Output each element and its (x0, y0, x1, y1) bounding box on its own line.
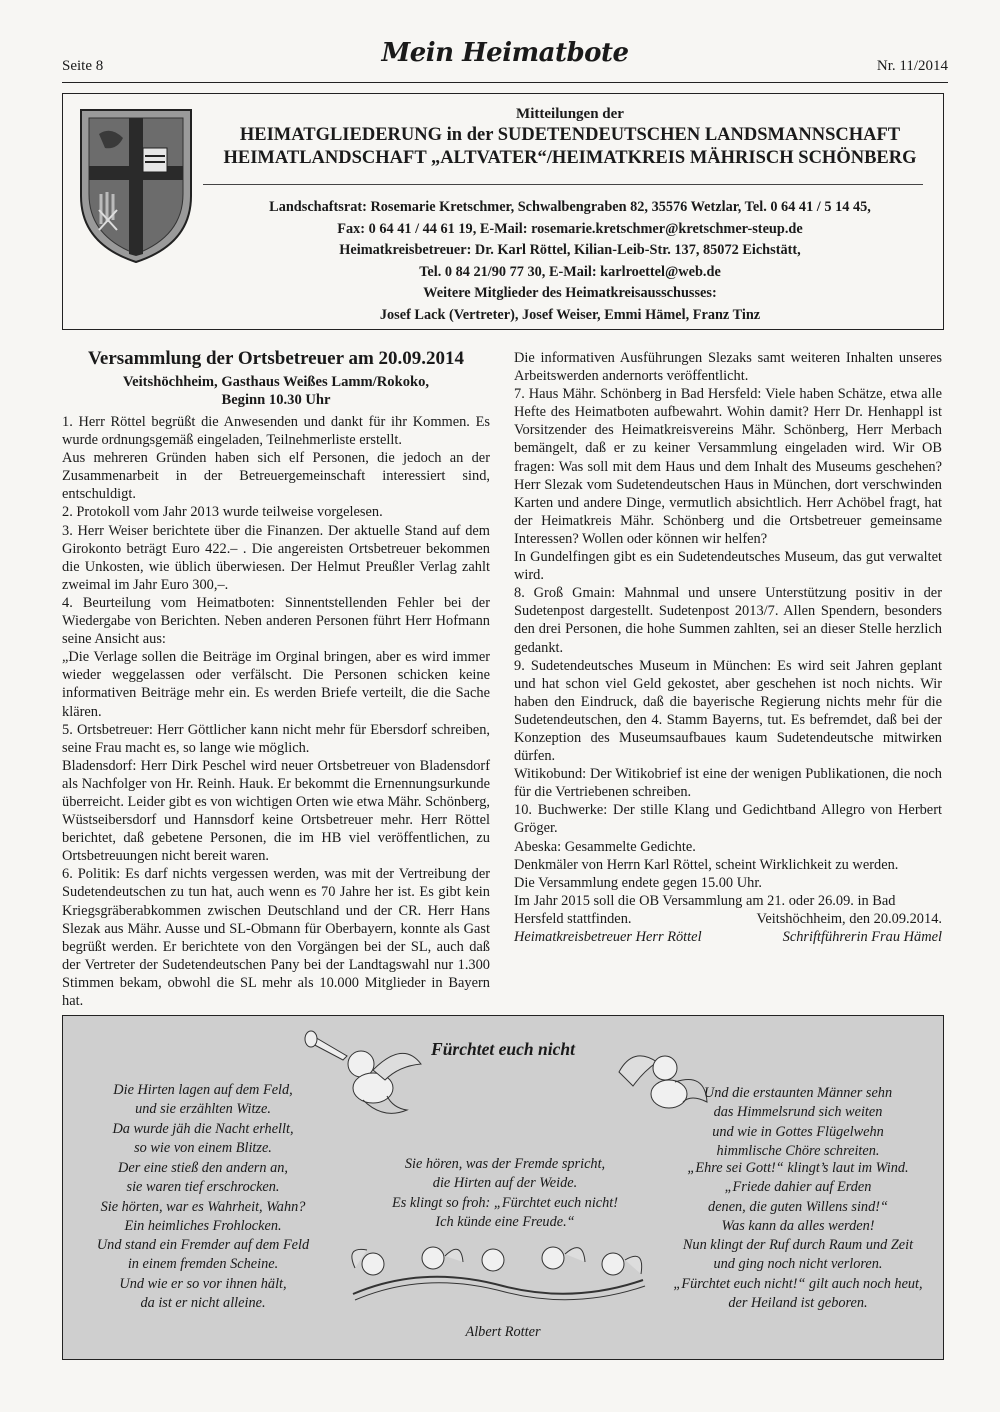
poem-author: Albert Rotter (465, 1324, 541, 1340)
closing-line: Im Jahr 2015 soll die OB Versammlung am 21. oder 26.09. in Bad (514, 892, 896, 909)
contact-line: Weitere Mitglieder des Heimatkreisausschusses: (423, 285, 717, 302)
poem-line: „Ehre sei Gott!“ klingt’s laut im Wind. (687, 1160, 909, 1176)
header-rule (62, 82, 948, 83)
poem-stanza (83, 1236, 323, 1313)
poem-title: Fürchtet euch nicht (431, 1039, 575, 1059)
poem-stanza (83, 1081, 323, 1158)
angels-choir-icon (333, 1234, 663, 1314)
signature-left: Heimatkreisbetreuer Herr Röttel (514, 929, 702, 945)
masthead-title: Mein Heimatbote (381, 38, 629, 68)
poem-line: die Hirten auf der Weide. (432, 1175, 578, 1192)
poem-line: „Friede dahier auf Erden (724, 1179, 872, 1196)
article-paragraph: In Gundelfingen gibt es ein Sudetendeutsches Museum, das gut verwaltet wird. (514, 549, 942, 584)
poem-line: sie waren tief erschrocken. (126, 1179, 280, 1196)
contact-line: Landschaftsrat: Rosemarie Kretschmer, Schwalbengraben 82, 35576 Wetzlar, Tel. 0 64 41 / 5 14 45, (269, 199, 871, 215)
article-column-right (514, 349, 942, 946)
article-paragraph: Aus mehreren Gründen haben sich elf Personen, die jedoch an der Zusammenarbeit in der Betreuergemeinschaft interessiert sind, entschuldigt. (62, 450, 490, 503)
infobox-region-line: HEIMATLANDSCHAFT „ALTVATER“/HEIMATKREIS MÄHRISCH SCHÖNBERG (223, 148, 917, 168)
poem-line: Und wie er so vor ihnen hält, (119, 1275, 287, 1292)
poem-stanza (663, 1159, 933, 1236)
poem-line: Sie hören, was der Fremde spricht, (404, 1156, 606, 1172)
coat-of-arms-icon (77, 104, 195, 266)
poem-line: „Fürchtet euch nicht!“ gilt auch noch heut, (673, 1275, 923, 1292)
infobox-contacts (203, 197, 937, 327)
article-subtitle (62, 373, 490, 409)
infobox-heading (203, 104, 937, 170)
closing-date-row (514, 910, 942, 928)
infobox-divider (203, 184, 923, 185)
article-paragraph: 7. Haus Mähr. Schönberg in Bad Hersfeld: Viele haben Schätze, etwa alle Hefte des Heimatboten aufbewahrt. Wohin damit? Herr Dr. Henhappl ist Vorsitzender des Heimatkreisvereins Mähr. Schönberg, Herr Merbach bemängelt, daß er zu keiner Versammlung eingeladen wird. Wir OB fragen: Was soll mit dem Haus und dem Inhalt des Museums geschehen? Herr Slezak vom Sudetendeutschen Haus in München, dort verschwinden Karten und andere Dinge, vermutlich absichtlich. Herr Achöbel fragt, hat der Heimatkreis Mähr. Schönberg und die Ortsbetreuer gemeinsame Interessen? Wollen oder können wir helfen? (514, 386, 942, 547)
article-paragraph: Denkmäler von Herrn Karl Röttel, scheint Wirklichkeit zu werden. (514, 856, 899, 873)
poem-line: so wie von einem Blitze. (134, 1139, 272, 1156)
page-header (62, 38, 948, 78)
poem-line: und sie erzählten Witze. (135, 1101, 271, 1118)
page-number: Seite 8 (62, 58, 104, 74)
article-paragraph: Abeska: Gesammelte Gedichte. (514, 838, 696, 855)
infobox-org-line: HEIMATGLIEDERUNG in der SUDETENDEUTSCHEN LANDSMANNSCHAFT (239, 125, 901, 145)
article-paragraph: Witikobund: Der Witikobrief ist eine der wenigen Publikationen, die noch für die Vertriebenen schreiben. (514, 766, 942, 801)
article-paragraph: Die informativen Ausführungen Slezaks samt weiteren Inhalten unseres Arbeitswerden andernorts veröffentlicht. (514, 350, 942, 385)
poem-line: Ein heimliches Frohlocken. (124, 1217, 282, 1234)
article-paragraph: 8. Groß Gmain: Mahnmal und unsere Unterstützung positiv in der Sudetenpost dargestellt. Sudetenpost 2013/7. Allen Spendern, besonders den drei Personen, die hohe Summen zahlten, sei an dieser Stelle herzlich gedankt. (514, 585, 942, 656)
article-location: Veitshöchheim, Gasthaus Weißes Lamm/Rokoko, (122, 374, 430, 390)
article-paragraph: 9. Sudetendeutsches Museum in München: Es wird seit Jahren geplant und hat schon viel Geld gekostet, aber geschehen ist noch nichts. Wir haben den Eindruck, daß die bayerische Regierung nichts mehr für die Sudetendeutschen, den 4. Stamm Bayerns, tut. Es befremdet, daß bei der Konzeption des Museumsaufbaues kaum Sudetendeutsche mitwirken dürfen. (514, 657, 942, 765)
poem-stanza (83, 1159, 323, 1236)
poem-line: und wie in Gottes Flügelwehn (712, 1123, 884, 1140)
infobox-intro: Mitteilungen der (516, 106, 624, 122)
poem-line: Und stand ein Fremder auf dem Feld (96, 1237, 310, 1253)
article-paragraph: 6. Politik: Es darf nichts vergessen werden, was mit der Vertreibung der Sudetendeutschen zu tun hat, auch wenn es 70 Jahre her ist. Es gibt kein Kriegsgräberabkommen zwischen Deutschland und der CR. Herr Hans Slezak aus Mähr. Ausse und SL-Obmann für Oberbayern, konnte als Gast begrüßt werden. Er berichtete von den Vorgängen bei der SL, auch daß der Vertreter der Sudetendeutschen Pany bei der Landtagswahl nur 1.300 Stimmen bekam, obwohl die SL mehr als 10.000 Mitglieder in Bayern hat. (62, 866, 490, 1009)
article-paragraph: „Die Verlage sollen die Beiträge im Orginal bringen, aber es wird immer wieder weggelassen oder verfälscht. Die Personen schicken keine informativen Beiträge mehr ein. Es werden Briefe verteilt, die die Sache klären. (62, 649, 490, 720)
poem-stanza (663, 1084, 933, 1161)
organization-infobox (62, 93, 944, 330)
poem-line: himmlische Chöre schreiten. (716, 1142, 880, 1159)
poem-line: Ich künde eine Freude.“ (435, 1213, 575, 1230)
article-paragraph: Die Versammlung endete gegen 15.00 Uhr. (514, 874, 762, 891)
contact-line: Tel. 0 84 21/90 77 30, E-Mail: karlroettel@web.de (419, 263, 721, 280)
signature-right: Schriftführerin Frau Hämel (782, 929, 942, 945)
closing-place-date: Veitshöchheim, den 20.09.2014. (756, 910, 942, 927)
poem-line: der Heiland ist geboren. (728, 1294, 868, 1311)
article-paragraph: 10. Buchwerke: Der stille Klang und Gedichtband Allegro von Herbert Gröger. (514, 802, 942, 837)
article-paragraph: Bladensdorf: Herr Dirk Peschel wird neuer Ortsbetreuer von Bladensdorf als Nachfolger von Hr. Reinh. Hauk. Er bekommt die Ernennungsurkunde überreicht. Leider gibt es von wichtigen Orten wie etwa Mähr. Schönberg, Wüstseibersdorf und Hannsdorf keine Ortsbetreuer mehr. Herr Röttel berichtet, daß gebetene Personen, die im HB viel veröffentlichen, zu Ortsbetreuungen nicht bereit waren. (62, 757, 490, 865)
poem-line: Die Hirten lagen auf dem Feld, (113, 1082, 293, 1098)
article-paragraph: 1. Herr Röttel begrüßt die Anwesenden und dankt für ihr Kommen. Es wurde ordnungsgemäß eingeladen, Teilnehmerliste erstellt. (62, 414, 490, 449)
poem-line: da ist er nicht alleine. (140, 1294, 266, 1311)
signature-row (514, 928, 942, 946)
contact-line: Josef Lack (Vertreter), Josef Weiser, Emmi Hämel, Franz Tinz (379, 306, 761, 323)
poem-stanza (355, 1155, 655, 1232)
article-paragraph: 5. Ortsbetreuer: Herr Göttlicher kann nicht mehr für Ebersdorf schreiben, seine Frau macht es, so lange wie möglich. (62, 721, 490, 756)
article-paragraph: 3. Herr Weiser berichtete über die Finanzen. Der aktuelle Stand auf dem Girokonto beträgt Euro 422.– . Die angereisten Ortsbetreuer bekommen die Unkosten, wie üblich überwiesen. Der Helmut Preußler Verlag zahlt zweimal im Jahr Euro 300,–. (62, 522, 490, 593)
poem-line: in einem fremden Scheine. (127, 1256, 279, 1273)
poem-line: Und die erstaunten Männer sehn (703, 1085, 893, 1101)
poem-line: Nun klingt der Ruf durch Raum und Zeit (682, 1237, 914, 1253)
closing-text: Hersfeld stattfinden. (514, 910, 632, 927)
poem-line: Was kann da alles werden! (721, 1217, 875, 1234)
contact-line: Heimatkreisbetreuer: Dr. Karl Röttel, Kilian-Leib-Str. 137, 85072 Eichstätt, (339, 242, 801, 259)
article-start-time: Beginn 10.30 Uhr (221, 392, 331, 408)
contact-line: Fax: 0 64 41 / 44 61 19, E-Mail: rosemarie.kretschmer@kretschmer-steup.de (337, 220, 803, 237)
issue-number: Nr. 11/2014 (876, 58, 948, 74)
poem-line: und ging noch nicht verloren. (713, 1256, 883, 1273)
article-paragraph: 2. Protokoll vom Jahr 2013 wurde teilweise vorgelesen. (62, 504, 383, 521)
poem-line: denen, die guten Willens sind!“ (708, 1198, 888, 1215)
poem-line: Da wurde jäh die Nacht erhellt, (112, 1120, 294, 1137)
poem-line: Sie hörten, war es Wahrheit, Wahn? (100, 1198, 306, 1215)
poem-line: Der eine stieß den andern an, (118, 1160, 288, 1176)
article-title: Versammlung der Ortsbetreuer am 20.09.2014 (87, 348, 465, 369)
poem-stanza (663, 1236, 933, 1313)
poem-line: Es klingt so froh: „Fürchtet euch nicht! (391, 1194, 619, 1211)
article-column-left (62, 348, 490, 1010)
poem-line: das Himmelsrund sich weiten (713, 1104, 883, 1121)
article-paragraph: 4. Beurteilung vom Heimatboten: Sinnentstellenden Fehler bei der Wiedergabe von Berichten. Neben anderen Personen führt Herr Hofmann seine Ansicht aus: (62, 594, 490, 648)
poem-box (62, 1015, 944, 1360)
